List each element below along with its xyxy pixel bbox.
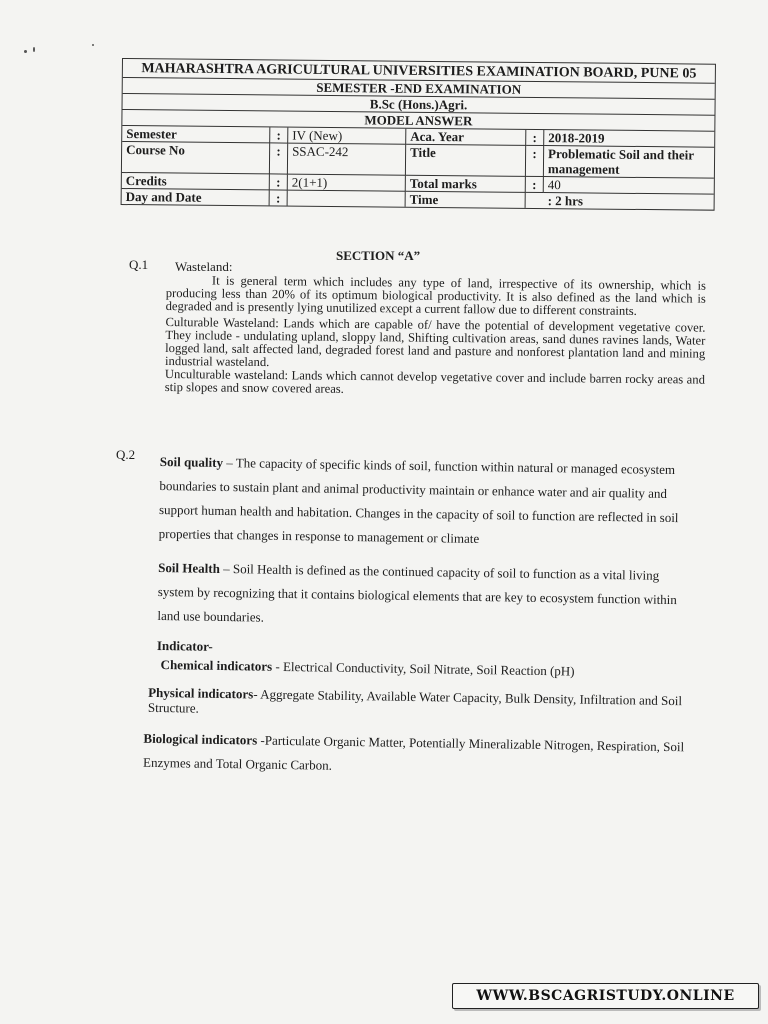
- aca-year-value: 2018-2019: [544, 130, 714, 148]
- exam-title: SEMESTER -END EXAMINATION: [123, 78, 715, 100]
- title-label: Title: [406, 145, 526, 177]
- soil-health-paragraph: [157, 556, 688, 636]
- term: Biological indicators: [143, 730, 258, 748]
- q1-answer: [165, 274, 706, 400]
- colon: :: [526, 177, 544, 193]
- definition: – Soil Health is defined as the continued capacity of soil to function as a vital living system by recognizing that it contains biological elements that are key to ecosystem function within land use boundaries.: [157, 560, 677, 625]
- q1-paragraph: It is general term which includes any type of land, irrespective of its ownership, which is producing less than 20% of its optimum biological productivity. It is also defined as the land which is degraded and is presently lying unutilized except a current fallow due to different constraints.: [165, 273, 706, 318]
- doc-type-title: MODEL ANSWER: [122, 110, 714, 132]
- question-heading: Wasteland:: [175, 259, 233, 274]
- title-value: Problematic Soil and their management: [544, 146, 714, 179]
- colon: :: [526, 146, 544, 177]
- credits-label: Credits: [122, 173, 270, 190]
- total-marks-value: 40: [544, 177, 714, 195]
- definition: – The capacity of specific kinds of soil, function within natural or managed ecosystem boundaries to sustain plant and animal productivity maintain or enhance water and air quality and support human health and habitation. Changes in the capacity of soil to function are reflected in soil properties that changes in response to management or climate: [158, 454, 679, 547]
- day-date-value: [288, 191, 406, 207]
- course-no-value: SSAC-242: [288, 144, 406, 176]
- colon: :: [526, 130, 544, 146]
- scan-speck: [24, 50, 27, 53]
- term: Chemical indicators: [160, 657, 273, 674]
- time-spacer: [526, 193, 544, 208]
- biological-indicators: [143, 727, 686, 784]
- term: Soil quality: [159, 453, 224, 470]
- soil-quality-paragraph: [158, 450, 689, 554]
- board-title: MAHARASHTRA AGRICULTURAL UNIVERSITIES EXAMINATION BOARD, PUNE 05: [123, 59, 715, 84]
- q1-paragraph: Culturable Wasteland: Lands which are capable of/ have the potential of development vegetative cover. They include - undulating upland, sloppy land, Shifting cultivation areas, sand dunes ravines lands, Water logged land, salt affected land, degraded forest land and pasture and nonforest plantation land and mining industrial wasteland.: [165, 314, 706, 370]
- colon: :: [270, 143, 288, 174]
- degree-title: B.Sc (Hons.)Agri.: [123, 94, 715, 116]
- q1-paragraph: Unculturable wasteland: Lands which cannot develop vegetative cover and include barren rocky areas and stip slopes and snow covered areas.: [164, 366, 705, 396]
- q2-answer: [142, 450, 690, 783]
- physical-indicators: [148, 685, 686, 723]
- time-value: : 2 hrs: [547, 193, 584, 209]
- exam-header-table: [121, 58, 716, 211]
- scan-speck: [92, 44, 94, 46]
- day-date-label: Day and Date: [122, 189, 270, 205]
- colon: :: [270, 190, 288, 205]
- term: Soil Health: [158, 559, 221, 576]
- colon: :: [270, 127, 288, 143]
- question-number: Q.1: [129, 257, 149, 272]
- website-watermark: WWW.BSCAGRISTUDY.ONLINE: [452, 983, 759, 1009]
- definition: - Aggregate Stability, Available Water Capacity, Bulk Density, Infiltration and Soil Structure.: [147, 686, 683, 716]
- definition: -Particulate Organic Matter, Potentially Mineralizable Nitrogen, Respiration, Soil Enzymes and Total Organic Carbon.: [142, 732, 685, 773]
- semester-label: Semester: [122, 126, 270, 143]
- section-heading: SECTION “A”: [336, 248, 421, 263]
- question-number: Q.2: [116, 447, 136, 462]
- total-marks-label: Total marks: [406, 176, 526, 193]
- time-label: Time: [406, 192, 526, 208]
- definition: - Electrical Conductivity, Soil Nitrate, Soil Reaction (pH): [272, 658, 575, 679]
- scan-speck: [33, 47, 35, 52]
- colon: :: [270, 174, 288, 190]
- credits-value: 2(1+1): [288, 175, 406, 192]
- semester-value: IV (New): [288, 128, 406, 145]
- course-no-label: Course No: [122, 142, 270, 174]
- course-details-grid: [122, 126, 715, 210]
- term: Physical indicators: [148, 684, 254, 702]
- term: Indicator-: [156, 637, 213, 654]
- aca-year-label: Aca. Year: [406, 129, 526, 146]
